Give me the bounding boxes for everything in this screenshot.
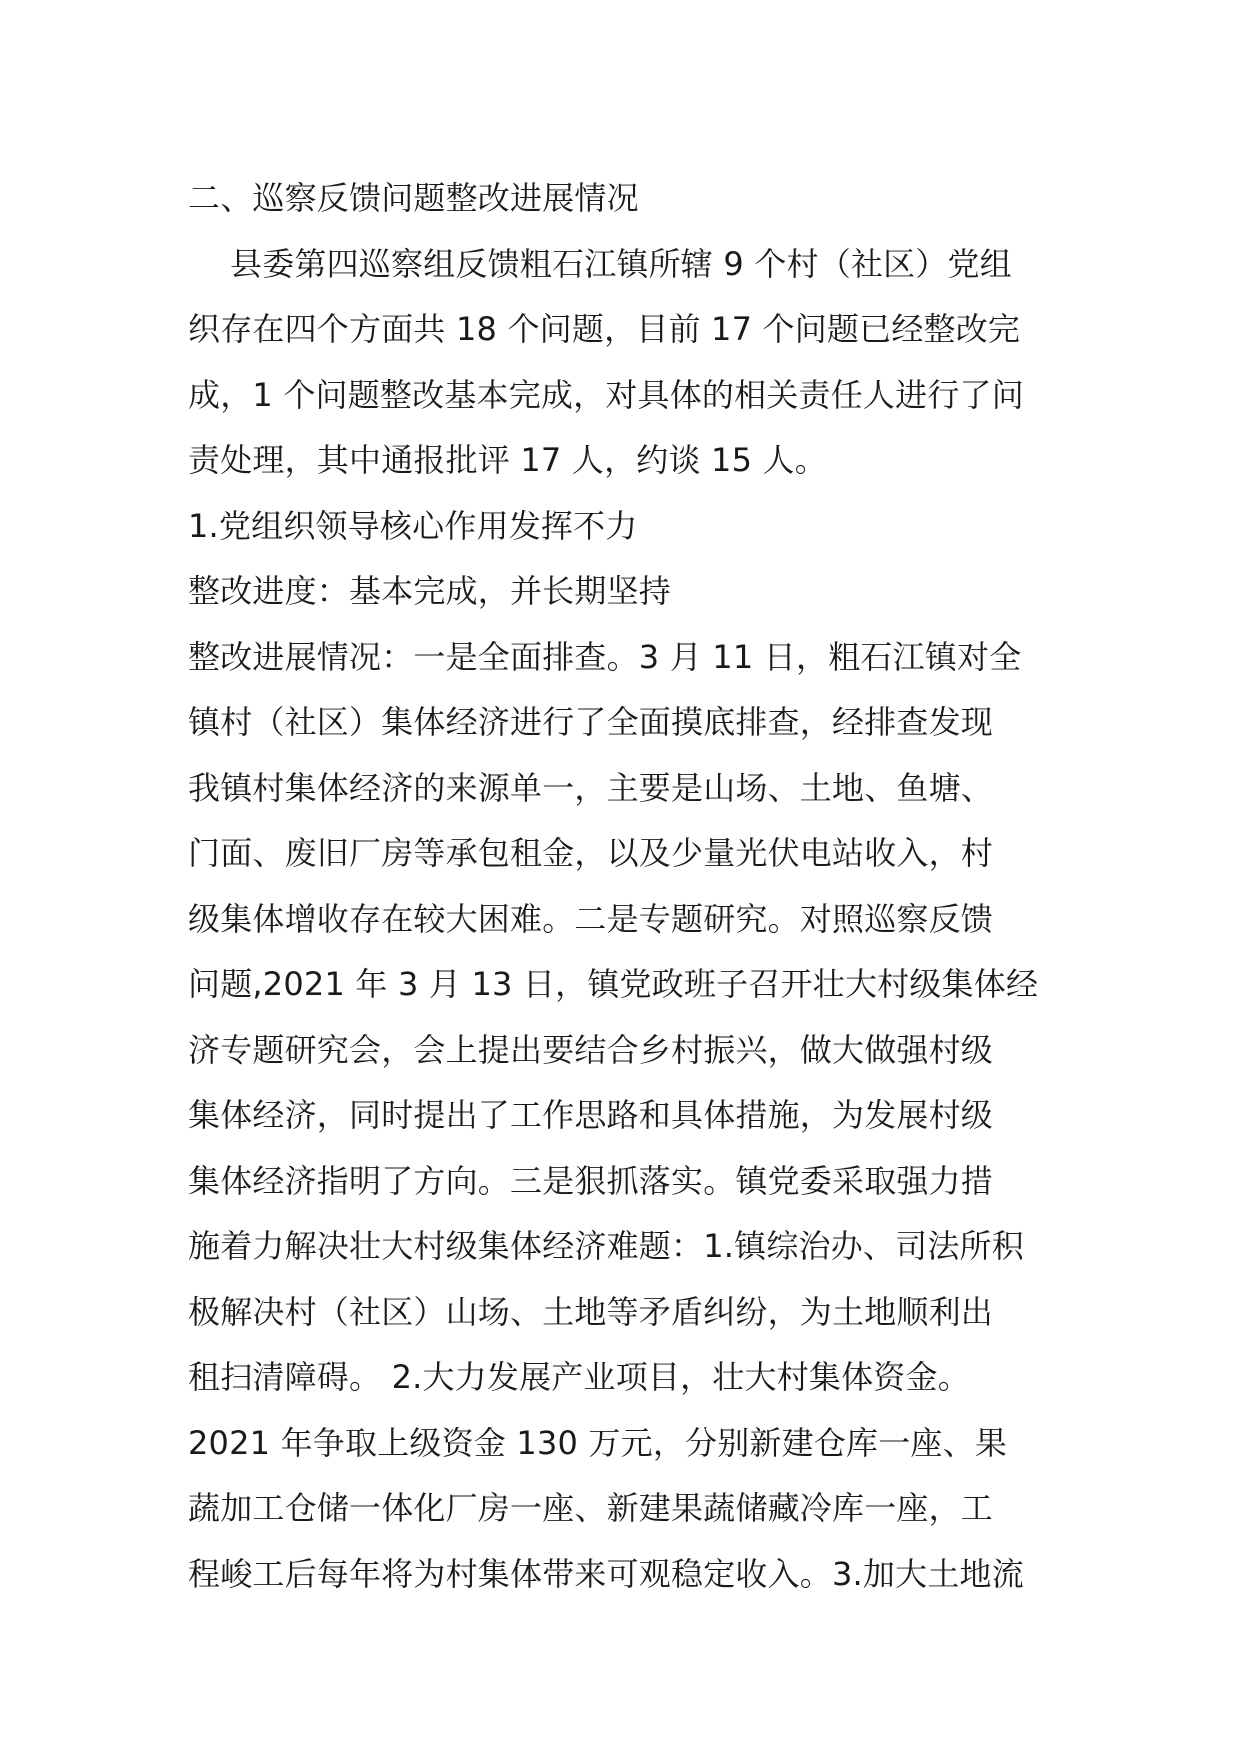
intro-paragraph [188,232,1068,494]
paragraph-line: 2021 年争取上级资金 130 万元，分别新建仓库一座、果 [188,1423,1008,1462]
paragraph-line: 我镇村集体经济的来源单一，主要是山场、土地、鱼塘、 [188,768,994,807]
paragraph-line: 济专题研究会，会上提出要结合乡村振兴，做大做强村级 [188,1030,994,1069]
paragraph-line: 成，1 个问题整改基本完成，对具体的相关责任人进行了问 [188,375,1024,414]
paragraph-line: 施着力解决壮大村级集体经济难题：1.镇综治办、司法所积 [188,1227,1024,1265]
paragraph-line: 问题,2021 年 3 月 13 日，镇党政班子召开壮大村级集体经 [188,965,1039,1003]
paragraph-line: 程峻工后每年将为村集体带来可观稳定收入。3.加大土地流 [188,1554,1024,1593]
paragraph-line: 责处理，其中通报批评 17 人，约谈 15 人。 [188,441,827,479]
paragraph-line: 蔬加工仓储一体化厂房一座、新建果蔬储藏冷库一座，工 [188,1489,994,1527]
progress-detail-paragraph [188,625,1068,1608]
progress-label: 整改进度：基本完成，并长期坚持 [188,572,672,610]
paragraph-line: 极解决村（社区）山场、土地等矛盾纠纷，为土地顺利出 [188,1292,994,1331]
paragraph-line: 租扫清障碍。 2.大力发展产业项目，壮大村集体资金。 [188,1358,970,1396]
item-heading: 1.党组织领导核心作用发挥不力 [188,506,638,545]
paragraph-line: 整改进展情况：一是全面排查。3 月 11 日，粗石江镇对全 [188,637,1022,676]
paragraph-line: 织存在四个方面共 18 个问题，目前 17 个问题已经整改完 [188,310,1021,348]
paragraph-line: 集体经济指明了方向。三是狠抓落实。镇党委采取强力措 [188,1161,994,1200]
paragraph-line: 镇村（社区）集体经济进行了全面摸底排查，经排查发现 [188,703,994,741]
paragraph-line: 县委第四巡察组反馈粗石江镇所辖 9 个村（社区）党组 [230,244,1012,283]
paragraph-line: 集体经济，同时提出了工作思路和具体措施，为发展村级 [188,1096,994,1134]
paragraph-line: 级集体增收存在较大困难。二是专题研究。对照巡察反馈 [188,899,994,938]
document-body [188,166,1068,1607]
section-heading: 二、巡察反馈问题整改进展情况 [188,179,639,217]
paragraph-line: 门面、废旧厂房等承包租金，以及少量光伏电站收入，村 [188,834,994,872]
